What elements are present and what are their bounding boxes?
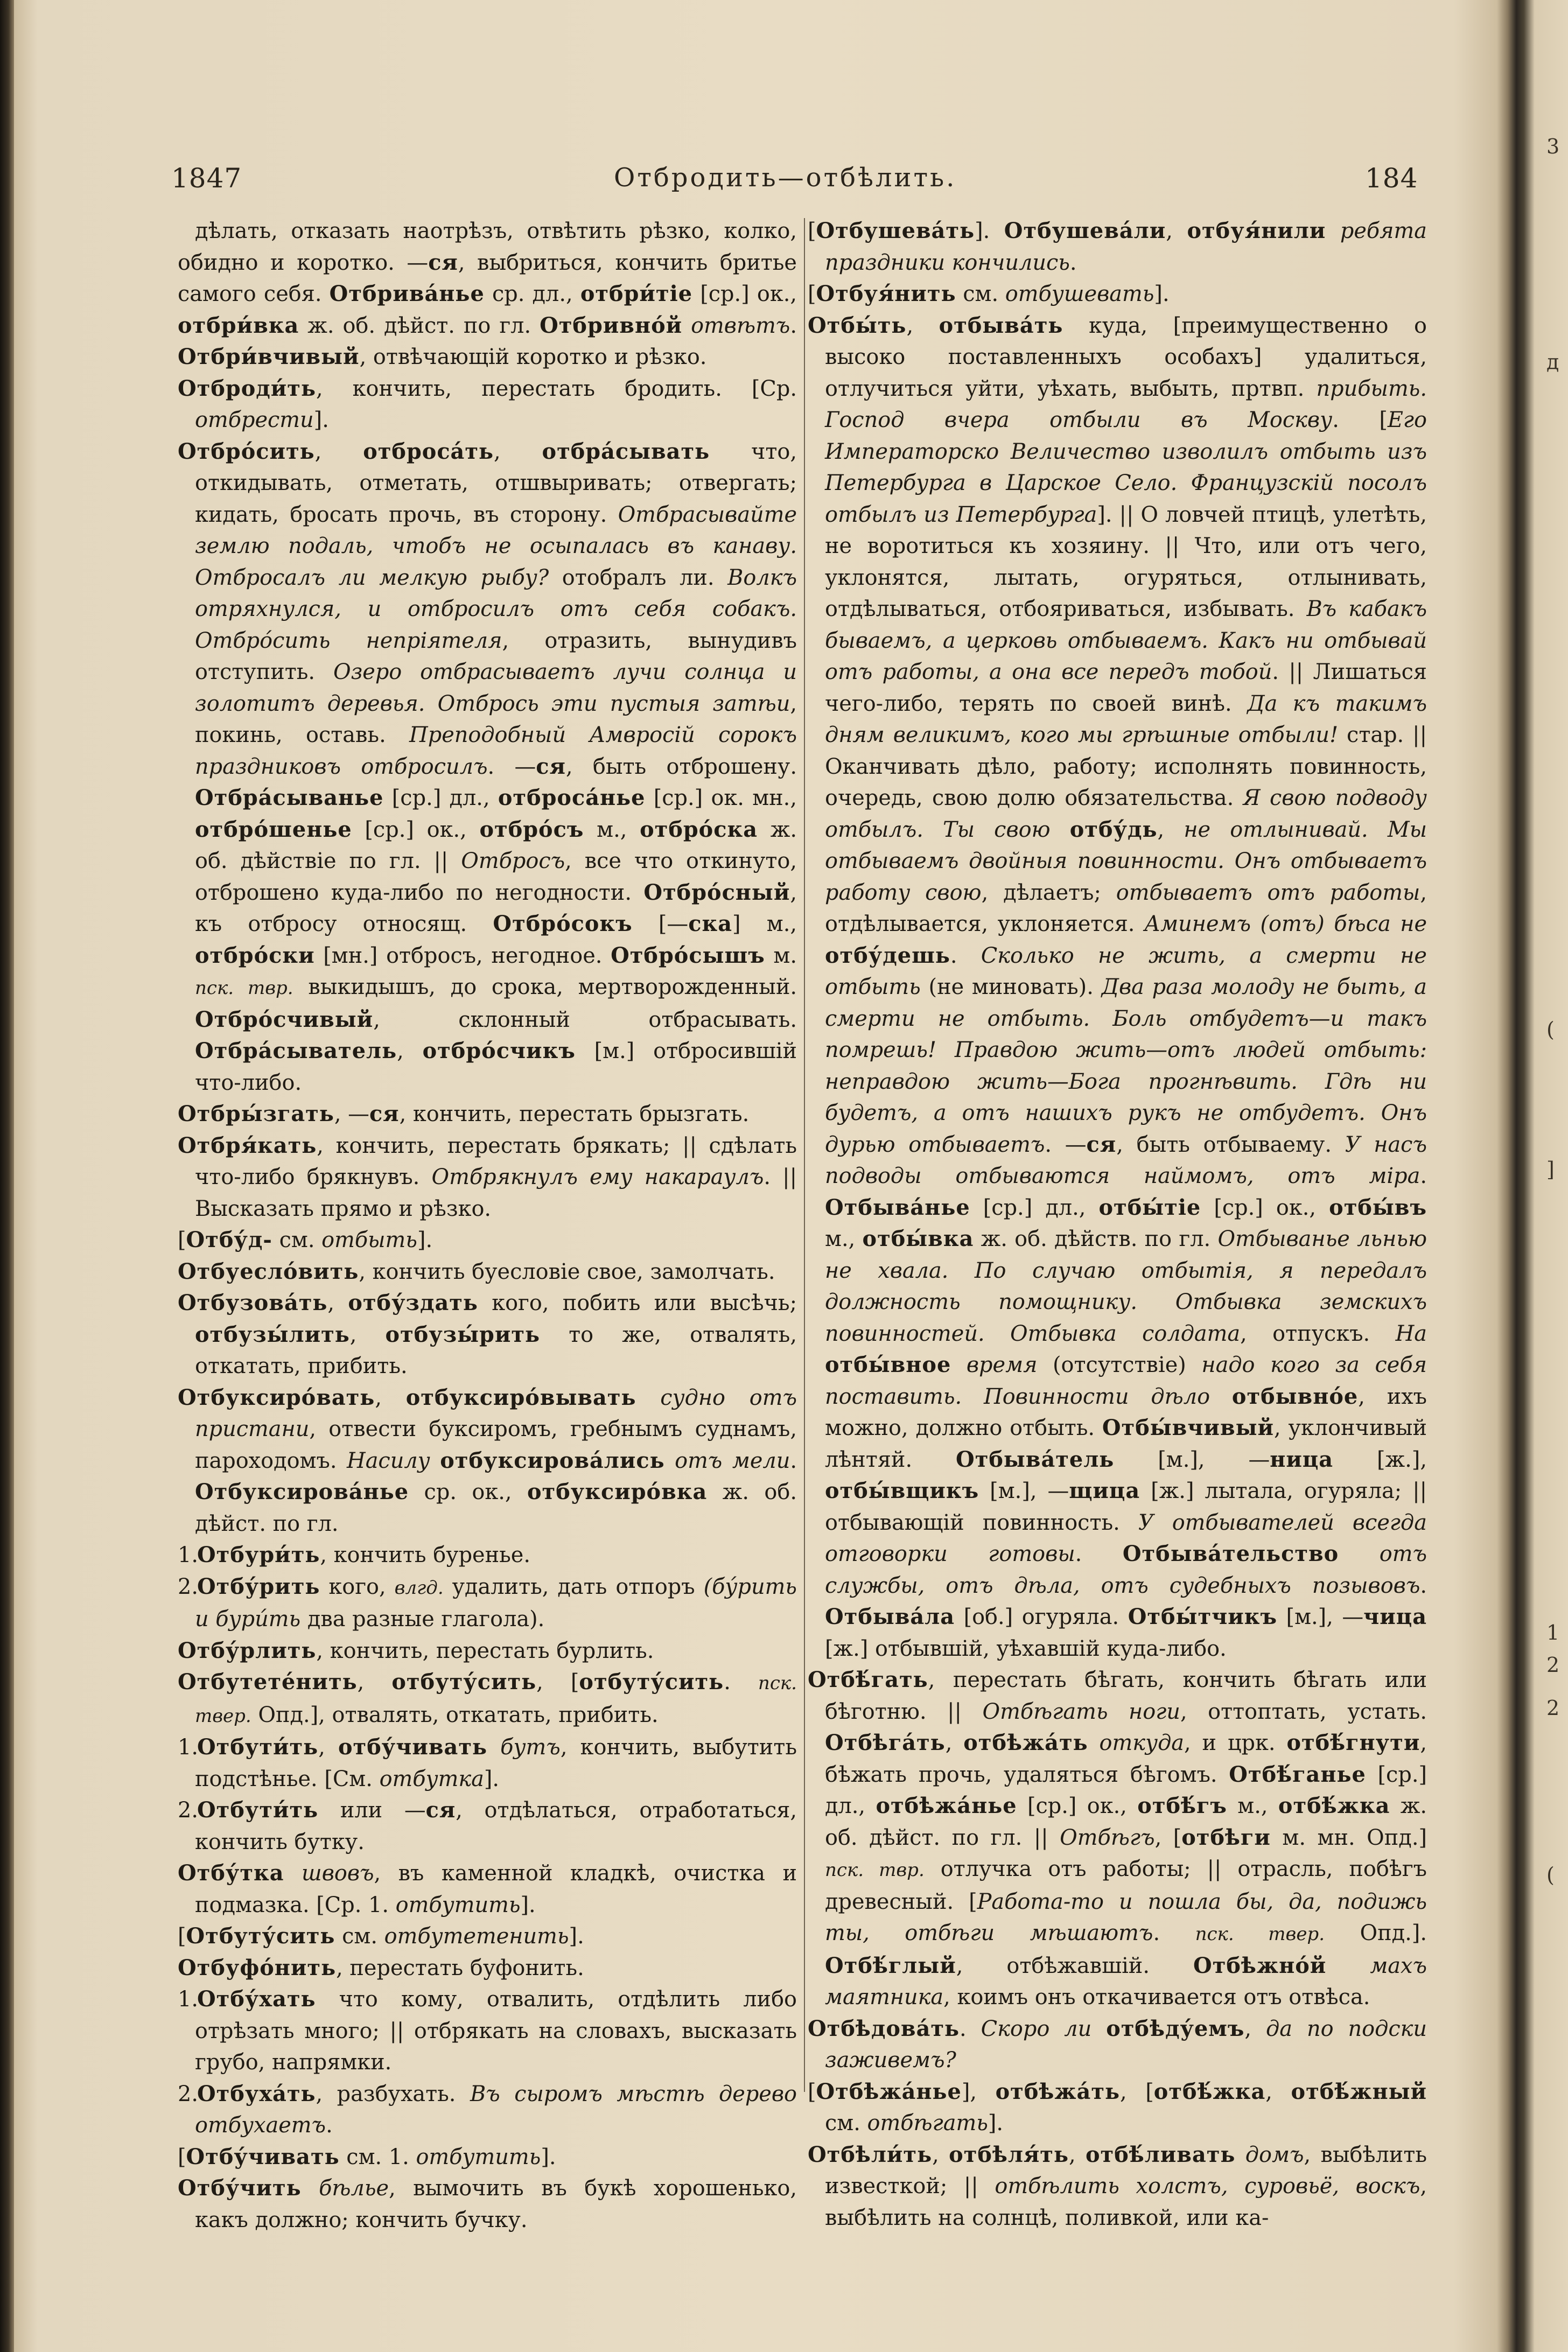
- dictionary-entry: [Отбушева́ть]. Отбушева́ли, отбуя́нили ребята праздники кончились.: [808, 219, 1427, 275]
- dictionary-entry: [Отбуту́сить см. отбутетенить].: [178, 1924, 584, 1949]
- dictionary-entry: Отбу́рлить, кончить, перестать бурлить.: [178, 1638, 654, 1663]
- dictionary-entry: Отбры́згать, —ся, кончить, перестать брызгать.: [178, 1102, 750, 1126]
- margin-mark: 3: [1546, 135, 1560, 158]
- dictionary-entry: Отбѣли́ть, отбѣля́ть, отбѣ́ливать домъ, выбѣлить известкой; || отбѣлить холстъ, суровьё, воскъ, выбѣлить на солнцѣ, поливкой, или ка-: [808, 2142, 1427, 2230]
- margin-mark: 2: [1546, 1696, 1560, 1720]
- dictionary-entry: 1.Отбу́хать что кому, отвалить, отдѣлить либо отрѣзать много; || отбрякать на словахъ, высказать грубо, напрямки.: [178, 1987, 797, 2075]
- margin-mark: д: [1546, 350, 1559, 374]
- dictionary-entry: Отброди́ть, кончить, перестать бродить. [Ср. отбрести].: [178, 376, 797, 432]
- dictionary-entry: Отбу́тка швовъ, въ каменной кладкѣ, очистка и подмазка. [Ср. 1. отбутить].: [178, 1861, 797, 1917]
- dictionary-entry: [Отбу́чивать см. 1. отбутить].: [178, 2144, 556, 2169]
- margin-mark: 2: [1546, 1653, 1560, 1677]
- dictionary-entry: [Отбѣжа́нье], отбѣжа́ть, [отбѣ́жка, отбѣ́жный см. отбѣгать].: [808, 2079, 1427, 2136]
- header-title: Отбродить—отбѣлить.: [614, 163, 957, 193]
- adjacent-page-margin-marks: [1546, 135, 1568, 1887]
- margin-mark: 1: [1546, 1621, 1560, 1644]
- dictionary-entry: Отбутете́нить, отбуту́сить, [отбуту́сить. пск. твер. Опд.], отвалять, откатать, прибить.: [178, 1670, 797, 1727]
- dictionary-entry: Отбуфо́нить, перестать буфонить.: [178, 1955, 584, 1980]
- dictionary-entry: 2.Отбуха́ть, разбухать. Въ сыромъ мѣстѣ дерево отбухаетъ.: [178, 2081, 797, 2138]
- dictionary-entry: 2.Отбути́ть или —ся, отдѣлаться, отработаться, кончить бутку.: [178, 1798, 797, 1854]
- dictionary-entry: Отбро́сить, отброса́ть, отбра́сывать что, откидывать, отметать, отшвыривать; отвергать; кидать, бросать прочь, въ сторону. Отбрасывайте землю подаль, чтобъ не осыпалась въ канаву. Отбросалъ ли мелкую рыбу? отобралъ ли. Волкъ отряхнулся, и отбросилъ отъ себя собакъ. Отбро́сить непріятеля, отразить, вынудивъ отступить. Озеро отбрасываетъ лучи солнца и золотитъ деревья. Отбрось эти пустыя затѣи, покинь, оставь. Преподобный Амвросій сорокъ праздниковъ отбросилъ. —ся, быть отброшену. Отбра́сыванье [ср.] дл., отброса́нье [ср.] ок. мн., отбро́шенье [ср.] ок., отбро́съ м., отбро́ска ж. об. дѣйствіе по гл. || Отбросъ, все что откинуто, отброшено куда-либо по негодности. Отбро́сный, къ отбросу относящ. Отбро́сокъ [—ска] м., отбро́ски [мн.] отбросъ, негодное. Отбро́сышъ м. пск. твр. выкидышъ, до срока, мертворожденный. Отбро́счивый, склонный отбрасывать. Отбра́сыватель, отбро́счикъ [м.] отбросившій что-либо.: [178, 439, 797, 1095]
- margin-mark: (: [1546, 1863, 1555, 1887]
- dictionary-entry: Отбы́ть, отбыва́ть куда, [преимущественно о высоко поставленныхъ особахъ] удалиться, отлучиться уйти, уѣхать, выбыть, пртвп. прибыть. Господ вчера отбыли въ Москву. [Его Императорско Величество изволилъ отбыть изъ Петербурга в Царское Село. Французскій посолъ отбылъ из Петербурга]. || О ловчей птицѣ, улетѣть, не воротиться къ хозяину. || Что, или отъ чего, уклонятся, лытать, огуряться, отлынивать, отдѣлываться, отбояриваться, избывать. Въ кабакъ бываемъ, а церковь отбываемъ. Какъ ни отбывай отъ работы, а она все передъ тобой. || Лишаться чего-либо, терять по своей винѣ. Да къ такимъ дням великимъ, кого мы грѣшные отбыли! стар. || Оканчивать дѣло, работу; исполнять повинность, очередь, свою долю обязательства. Я свою подводу отбылъ. Ты свою отбу́дь, не отлынивай. Мы отбываемъ двойныя повинности. Онъ отбываетъ работу свою, дѣлаетъ; отбываетъ отъ работы, отдѣлывается, уклоняется. Аминемъ (отъ) бѣса не отбу́дешь. Сколько не жить, а смерти не отбыть (не миновать). Два раза молоду не быть, а смерти не отбыть. Боль отбудетъ—и такъ помрешь! Правдою жить—отъ людей отбыть: неправдою жить—Бога прогнѣвить. Гдѣ ни будетъ, а отъ нашихъ рукъ не отбудетъ. Онъ дурью отбываетъ. —ся, быть отбываему. У насъ подводы отбываются наймомъ, отъ міра. Отбыва́нье [ср.] дл., отбы́тіе [ср.] ок., отбы́въ м., отбы́вка ж. об. дѣйств. по гл. Отбыванье льнью не хвала. По случаю отбытія, я передалъ должность помощнику. Отбывка земскихъ повинностей. Отбывка солдата, отпускъ. На отбы́вное время (отсутствіе) надо кого за себя поставить. Повинности дѣло отбывно́е, ихъ можно, должно отбыть. Отбы́вчивый, уклончивый лѣнтяй. Отбыва́тель [м.], —ница [ж.], отбы́вщикъ [м.], —щица [ж.] лытала, огуряла; || отбывающій повинность. У отбывателей всегда отговорки готовы. Отбыва́тельство отъ службы, отъ дѣла, отъ судебныхъ позывовъ. Отбыва́ла [об.] огуряла. Отбы́тчикъ [м.], —чица [ж.] отбывшій, уѣхавшій куда-либо.: [808, 313, 1427, 1661]
- header-column-number-left: 1847: [171, 163, 242, 194]
- dictionary-entry: Отбуесло́вить, кончить буесловіе свое, замолчать.: [178, 1259, 775, 1284]
- page-binding-edge: [0, 0, 14, 2352]
- dictionary-entry: Отбѣдова́ть. Скоро ли отбѣду́емъ, да по подски заживемъ?: [808, 2016, 1427, 2073]
- dictionary-entry: 2.Отбу́рить кого, влгд. удалить, дать отпоръ (бу́рить и бури́ть два разные глагола).: [178, 1574, 797, 1632]
- margin-mark: (: [1546, 1018, 1555, 1041]
- dictionary-entry: 1.Отбути́ть, отбу́чивать бутъ, кончить, выбутить подстѣнье. [См. отбутка].: [178, 1735, 797, 1791]
- left-column: [178, 215, 797, 2236]
- dictionary-entry: [Отбуя́нить см. отбушевать].: [808, 282, 1170, 306]
- header-column-number-right: 184: [1365, 163, 1418, 194]
- dictionary-entry: 1.Отбури́ть, кончить буренье.: [178, 1543, 530, 1567]
- dictionary-entry: дѣлать, отказать наотрѣзъ, отвѣтить рѣзко, колко, обидно и коротко. —ся, выбриться, кончить бритье самого себя. Отбрива́нье ср. дл., отбри́тіе [ср.] ок., отбри́вка ж. об. дѣйст. по гл. Отбривно́й отвѣтъ. Отбри́вчивый, отвѣчающій коротко и рѣзко.: [178, 219, 797, 369]
- column-divider: [804, 218, 805, 2092]
- dictionary-entry: Отбря́кать, кончить, перестать брякать; || сдѣлать что-либо брякнувъ. Отбрякнулъ ему накараулъ. || Высказать прямо и рѣзко.: [178, 1133, 797, 1221]
- dictionary-entry: Отбу́чить бѣлье, вымочить въ букѣ хорошенько, какъ должно; кончить бучку.: [178, 2176, 797, 2232]
- right-column: [808, 215, 1427, 2234]
- dictionary-entry: Отбузова́ть, отбу́здать кого, побить или высѣчь; отбузы́лить, отбузы́рить то же, отвалять, откатать, прибить.: [178, 1291, 797, 1378]
- dictionary-entry: [Отбу́д- см. отбыть].: [178, 1228, 433, 1252]
- dictionary-entry: Отбуксиро́вать, отбуксиро́вывать судно отъ пристани, отвести буксиромъ, гребнымъ суднамъ, пароходомъ. Насилу отбуксирова́лись отъ мели. Отбуксирова́нье ср. ок., отбуксиро́вка ж. об. дѣйст. по гл.: [178, 1385, 797, 1536]
- margin-mark: ]: [1546, 1158, 1555, 1181]
- dictionary-entry: Отбѣ́гать, перестать бѣгать, кончить бѣгать или бѣготню. || Отбѣгать ноги, оттоптать, устать. Отбѣга́ть, отбѣжа́ть откуда, и црк. отбѣ́гнути, бѣжать прочь, удаляться бѣгомъ. Отбѣ́ганье [ср.] дл., отбѣжа́нье [ср.] ок., отбѣ́гъ м., отбѣ́жка ж. об. дѣйст. по гл. || Отбѣгъ, [отбѣги м. мн. Опд.] пск. твр. отлучка отъ работы; || отрасль, побѣгъ древесный. [Работа-то и пошла бы, да, подижь ты, отбѣги мѣшаютъ. пск. твер. Опд.]. Отбѣ́глый, отбѣжавшій. Отбѣжно́й махъ маятника, коимъ онъ откачивается отъ отвѣса.: [808, 1668, 1427, 2010]
